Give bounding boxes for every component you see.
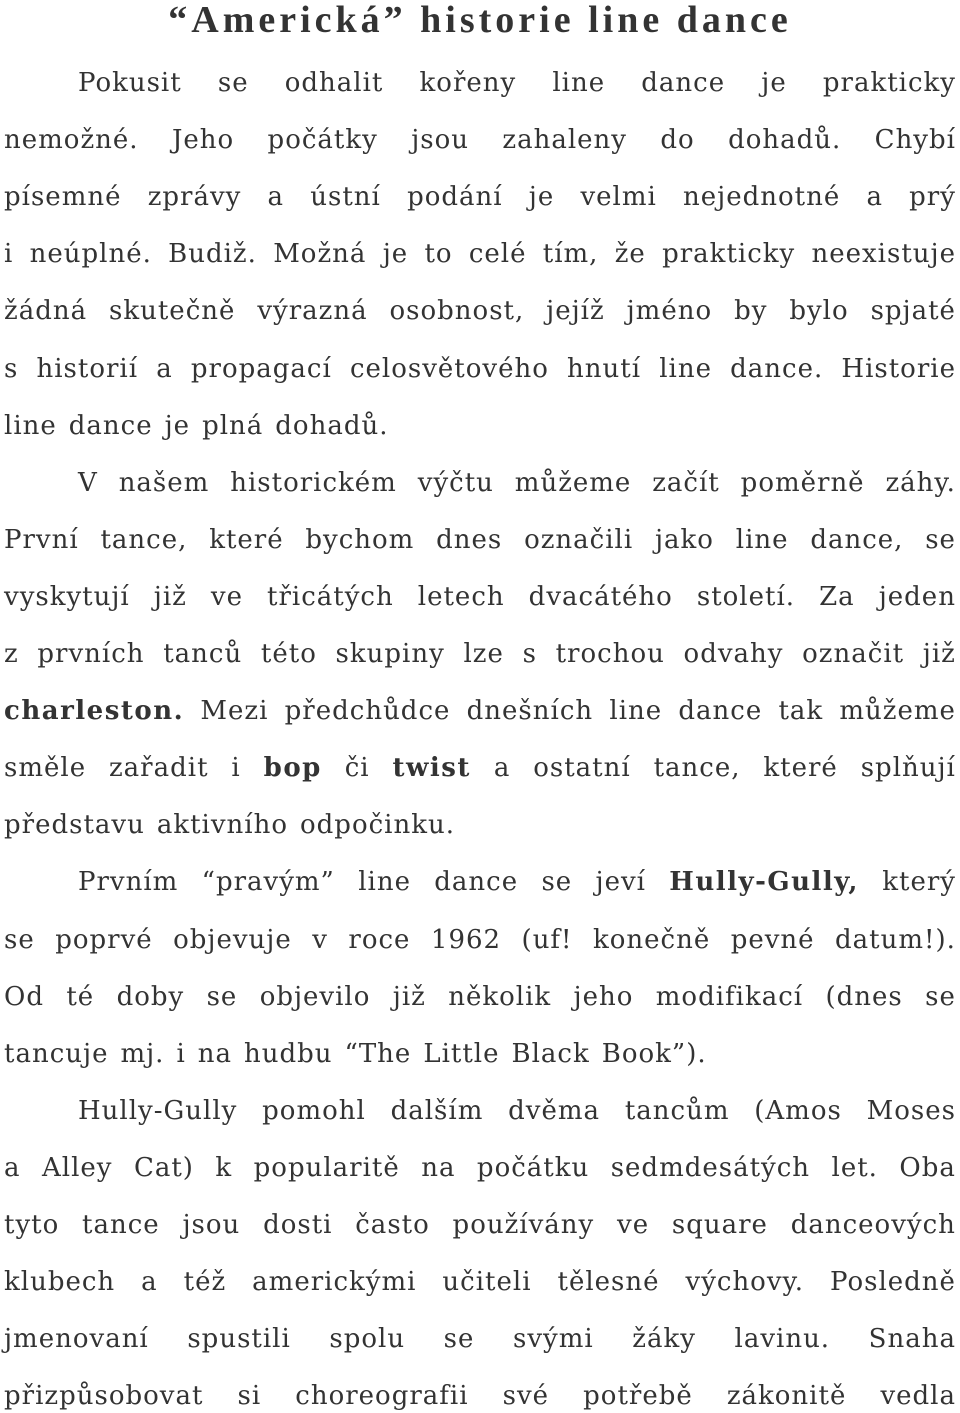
word: bychom [305,525,415,555]
word: jeden [878,582,956,612]
word: do [660,125,695,155]
word: tance, [100,525,188,555]
word: V [78,468,98,498]
word: označit [802,639,905,669]
word: objevuje [173,925,292,955]
word: line [659,354,712,384]
word: jmenovaní [4,1324,149,1354]
word: a [4,1153,21,1183]
word: století. [696,582,796,612]
text-line [4,409,956,443]
word: jako [654,525,714,555]
word: ve [210,582,243,612]
word: tělesné [557,1267,660,1297]
word: prvních [37,639,145,669]
word: představu [4,810,145,840]
word: lze [463,639,504,669]
word: Chybí [874,125,956,155]
text-line [4,123,956,157]
word: výchovy. [685,1267,805,1297]
word: záhy. [885,468,956,498]
word: dohadů. [728,125,842,155]
word: jsou [411,125,470,155]
word: Prvním [78,867,179,897]
word: používány [452,1210,595,1240]
word: Za [819,582,855,612]
text-line [4,523,956,557]
word: První [4,525,79,555]
text-line [78,1094,956,1128]
word: již [922,639,956,669]
word: dance. [730,354,824,384]
word: line [358,867,411,897]
word: to [424,239,453,269]
word: se [206,982,238,1012]
word: velmi [580,182,657,212]
word: dosti [263,1210,333,1240]
text-line [4,1208,956,1242]
text-line [4,352,956,386]
word: Posledně [830,1267,956,1297]
word: i [4,239,14,269]
word: objevilo [259,982,371,1012]
word: dance, [810,525,904,555]
word: a [866,182,883,212]
word: tak [778,696,824,726]
word: počátku [476,1153,590,1183]
word: se [925,525,956,555]
word: skupiny [335,639,445,669]
word: tancuje [4,1039,109,1069]
word: vedla [880,1381,956,1411]
word: “pravým” [201,867,335,897]
word: splňují [860,753,956,783]
word: výčtu [417,468,494,498]
word: datum!). [835,925,956,955]
word: tance, [653,753,741,783]
word: jeho [573,982,634,1012]
word: přizpůsobovat [4,1381,204,1411]
word: se [443,1324,475,1354]
word: a [267,182,285,212]
word: Cat) [133,1153,194,1183]
word: jeví [595,867,646,897]
word: lavinu. [734,1324,831,1354]
word: poprvé [55,925,153,955]
text-line [4,294,956,328]
word: můžeme [839,696,956,726]
word: (Amos [754,1096,842,1126]
word: nemožné. [4,125,139,155]
word: k [215,1153,233,1183]
word: si [237,1381,262,1411]
word: žáky [632,1324,696,1354]
word: je [382,239,409,269]
word: podání [407,182,503,212]
word: zařadit [108,753,209,783]
word: zahaleny [502,125,627,155]
word: aktivního [156,810,288,840]
word: této [260,639,317,669]
word: či [344,753,370,783]
word: je [164,411,191,441]
word: Jeho [171,125,235,155]
word: můžeme [514,468,632,498]
word: neexistuje [811,239,956,269]
word: často [355,1210,430,1240]
text-line [4,1151,956,1185]
word: který [882,867,956,897]
word: se [217,68,249,98]
text-line [4,808,956,842]
word: již [392,982,426,1012]
text-line [4,1037,956,1071]
word: square [671,1210,768,1240]
word: je [761,68,787,98]
word: klubech [4,1267,116,1297]
word: s [4,354,19,384]
word: pomohl [262,1096,366,1126]
word: a [141,1267,158,1297]
word: zákonitě [726,1381,847,1411]
page-title: “Americká” historie line dance [168,0,792,41]
word: mj. [120,1039,165,1069]
word: se [541,867,573,897]
word: svými [512,1324,594,1354]
text-line [4,237,956,271]
word: sedmdesátých [610,1153,811,1183]
word: danceových [790,1210,956,1240]
word: též [183,1267,227,1297]
word: písemné [4,182,122,212]
word: jsou [182,1210,241,1240]
word: Alley [41,1153,113,1183]
word: zprávy [147,182,242,212]
word: počátky [267,125,378,155]
text-line [4,1265,956,1299]
word: Historie [841,354,956,384]
word: třicátých [267,582,394,612]
word: osobnost, [389,296,525,326]
word: dohadů. [275,411,389,441]
text-line [78,466,956,500]
word: prý [909,182,956,212]
word: tyto [4,1210,60,1240]
word: se [925,982,956,1012]
word: line [552,68,606,98]
word: že [614,239,646,269]
word: dvacátého [528,582,673,612]
word: odhalit [284,68,384,98]
word: historickém [230,468,397,498]
word: line [4,411,57,441]
text-line [78,865,956,899]
word: již [153,582,187,612]
word: dance [678,696,763,726]
word: Možná [273,239,367,269]
word: odvahy [683,639,784,669]
word: našem [118,468,210,498]
word: směle [4,753,87,783]
text-line [4,1379,956,1413]
text-line [4,580,956,614]
word: trochou [555,639,665,669]
word: a [493,753,511,783]
word: na [421,1153,456,1183]
word: dnes [436,525,503,555]
word: tancům [624,1096,730,1126]
word: předchůdce [284,696,451,726]
word: plná [202,411,264,441]
word: se [4,925,35,955]
word: dnešních [466,696,594,726]
text-line [4,1322,956,1356]
word: 1962 [430,925,502,955]
word: propagací [190,354,332,384]
text-line [4,980,956,1014]
word: dance [641,68,726,98]
word: Black [511,1039,590,1069]
word: historií [36,354,139,384]
word: Budiž. [168,239,257,269]
word: ostatní [533,753,631,783]
word: americkými [252,1267,417,1297]
word: té [66,982,95,1012]
word: tance [82,1210,160,1240]
word: (dnes [825,982,903,1012]
word: pevné [730,925,815,955]
word: výrazná [257,296,368,326]
word: jméno [626,296,713,326]
word: Mezi [200,696,269,726]
word: “The [344,1039,412,1069]
word: nejednotné [683,182,841,212]
word: choreografii [295,1381,469,1411]
word: skutečně [109,296,236,326]
word: spolu [329,1324,406,1354]
text-line [4,923,956,957]
word: hudbu [244,1039,333,1069]
text-line [4,637,956,671]
word: poměrně [740,468,865,498]
bold-word: bop [263,753,322,783]
word: hnutí [567,354,642,384]
word: roce [348,925,411,955]
word: dance [434,867,519,897]
word: celé [468,239,527,269]
word: ústní [310,182,381,212]
word: dvěma [508,1096,601,1126]
word: své [502,1381,550,1411]
word: potřebě [583,1381,693,1411]
word: i [176,1039,186,1069]
text-line [4,694,956,728]
bold-word: twist [392,753,471,783]
bold-word: Hully-Gully, [669,867,859,897]
word: modifikací [655,982,804,1012]
word: by [734,296,768,326]
word: let. [831,1153,878,1183]
word: Pokusit [78,68,182,98]
word: dance [68,411,153,441]
text-line [4,751,956,785]
text-line [4,180,956,214]
word: Od [4,982,44,1012]
word: konečně [592,925,711,955]
word: prakticky [822,68,956,98]
word: Book”). [601,1039,707,1069]
word: kořeny [419,68,517,98]
word: spjaté [870,296,956,326]
word: v [312,925,328,955]
word: jejíž [546,296,605,326]
word: (uf! [521,925,573,955]
word: s [522,639,537,669]
word: učiteli [442,1267,532,1297]
word: a [156,354,173,384]
word: tím, [542,239,599,269]
word: tanců [163,639,243,669]
word: Hully-Gully [78,1096,238,1126]
word: Oba [899,1153,956,1183]
word: prakticky [662,239,796,269]
word: bylo [789,296,849,326]
word: Snaha [868,1324,956,1354]
word: dalším [390,1096,484,1126]
word: line [735,525,789,555]
word: popularitě [253,1153,400,1183]
word: doby [116,982,185,1012]
word: Moses [866,1096,956,1126]
word: několik [448,982,552,1012]
word: spustili [187,1324,291,1354]
word: odpočinku. [300,810,455,840]
word: které [209,525,284,555]
word: je [528,182,555,212]
word: na [197,1039,233,1069]
word: letech [417,582,505,612]
word: které [763,753,838,783]
word: z [4,639,19,669]
word: line [609,696,663,726]
word: neúplné. [29,239,152,269]
text-line [78,66,956,100]
word: Little [423,1039,500,1069]
word: celosvětového [349,354,549,384]
word: ve [617,1210,650,1240]
word: i [231,753,241,783]
word: označili [524,525,634,555]
word: začít [652,468,720,498]
word: žádná [4,296,88,326]
word: vyskytují [4,582,130,612]
bold-word: charleston. [4,696,185,726]
